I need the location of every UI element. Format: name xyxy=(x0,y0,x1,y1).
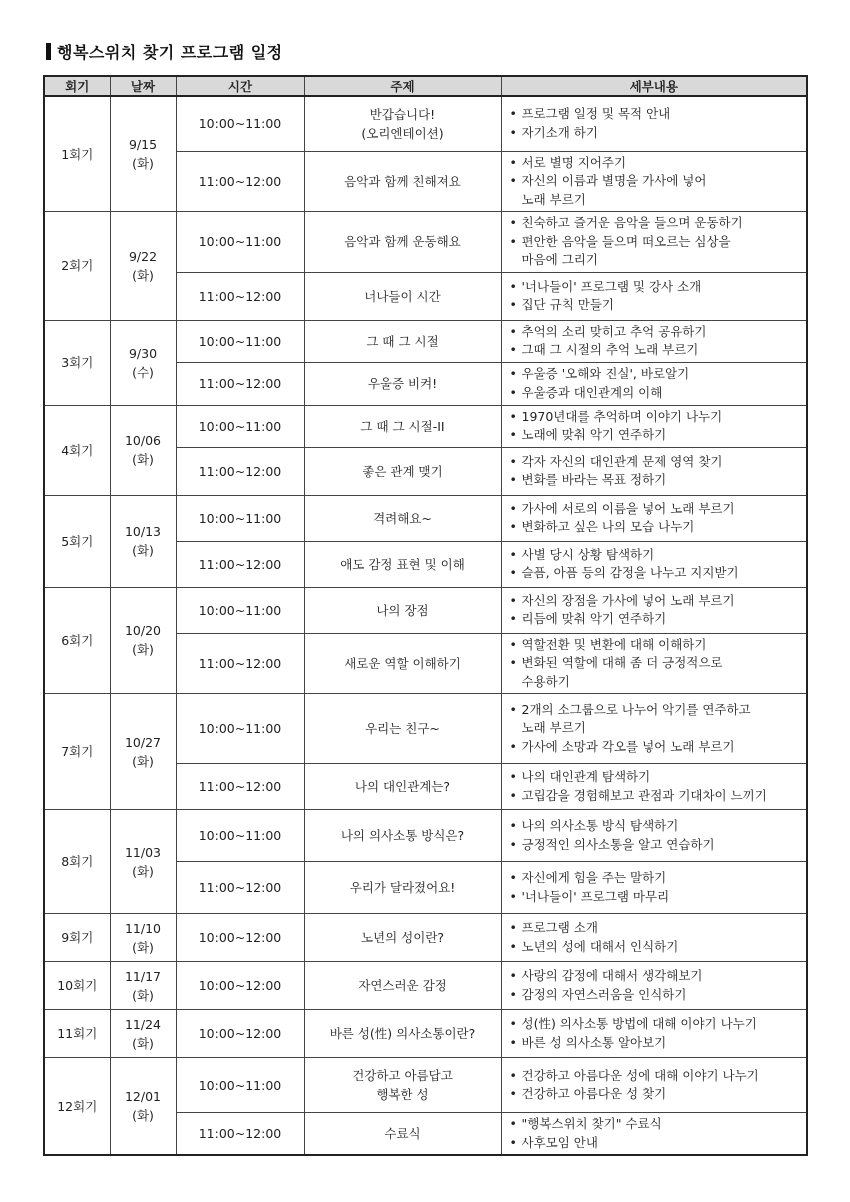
table-row xyxy=(44,212,807,273)
session-details xyxy=(501,914,807,962)
details-list xyxy=(510,154,803,210)
session-topic: 노년의 성이란? xyxy=(304,914,501,962)
session-time: 10:00~12:00 xyxy=(176,962,304,1010)
session-date: 9/15 (화) xyxy=(110,96,176,212)
details-list xyxy=(510,919,803,956)
session-time: 10:00~11:00 xyxy=(176,320,304,362)
details-list xyxy=(510,500,803,537)
table-row xyxy=(44,962,807,1010)
header-details: 세부내용 xyxy=(501,76,807,96)
header-topic: 주제 xyxy=(304,76,501,96)
details-list xyxy=(510,636,803,692)
page-title-text: 행복스위치 찾기 프로그램 일정 xyxy=(57,42,283,62)
details-list xyxy=(510,546,803,583)
detail-item: • 가사에 소망과 각오를 넣어 노래 부르기 xyxy=(510,738,803,757)
detail-item: • 변화하고 싶은 나의 모습 나누기 xyxy=(510,518,803,537)
session-time: 11:00~12:00 xyxy=(176,1113,304,1156)
details-list xyxy=(510,323,803,360)
table-row xyxy=(44,914,807,962)
session-details xyxy=(501,320,807,362)
details-list xyxy=(510,592,803,629)
table-row xyxy=(44,405,807,447)
table-row xyxy=(44,495,807,541)
session-date: 11/24 (화) xyxy=(110,1010,176,1058)
details-list xyxy=(510,701,803,757)
detail-item: • 성(性) 의사소통 방법에 대해 이야기 나누기 xyxy=(510,1015,803,1034)
detail-item: • 2개의 소그룹으로 나누어 악기를 연주하고 노래 부르기 xyxy=(510,701,803,738)
details-list xyxy=(510,278,803,315)
session-date: 12/01 (화) xyxy=(110,1058,176,1156)
session-details xyxy=(501,862,807,914)
session-number: 5회기 xyxy=(44,495,110,587)
details-list xyxy=(510,365,803,402)
session-time: 10:00~11:00 xyxy=(176,694,304,764)
session-topic: 반갑습니다! (오리엔테이션) xyxy=(304,96,501,151)
session-number: 6회기 xyxy=(44,587,110,694)
details-list xyxy=(510,1015,803,1052)
detail-item: • "행복스위치 찾기" 수료식 xyxy=(510,1115,803,1134)
session-time: 11:00~12:00 xyxy=(176,862,304,914)
session-time: 11:00~12:00 xyxy=(176,764,304,810)
detail-item: • 나의 대인관계 탐색하기 xyxy=(510,768,803,787)
session-details xyxy=(501,541,807,587)
session-number: 1회기 xyxy=(44,96,110,212)
session-topic: 그 때 그 시절 xyxy=(304,320,501,362)
detail-item: • 노년의 성에 대해서 인식하기 xyxy=(510,938,803,957)
table-row xyxy=(44,320,807,362)
session-topic: 나의 대인관계는? xyxy=(304,764,501,810)
session-details xyxy=(501,405,807,447)
detail-item: • 자신에게 힘을 주는 말하기 xyxy=(510,869,803,888)
detail-item: • 바른 성 의사소통 알아보기 xyxy=(510,1034,803,1053)
table-row xyxy=(44,694,807,764)
session-date: 9/22 (화) xyxy=(110,212,176,321)
session-topic: 나의 의사소통 방식은? xyxy=(304,810,501,862)
detail-item: • 슬픔, 아픔 등의 감정을 나누고 지지받기 xyxy=(510,564,803,583)
session-topic: 우울증 비켜! xyxy=(304,362,501,405)
detail-item: • 가사에 서로의 이름을 넣어 노래 부르기 xyxy=(510,500,803,519)
session-time: 11:00~12:00 xyxy=(176,151,304,212)
detail-item: • 각자 자신의 대인관계 문제 영역 찾기 xyxy=(510,453,803,472)
details-list xyxy=(510,1067,803,1104)
session-details xyxy=(501,362,807,405)
session-time: 10:00~11:00 xyxy=(176,96,304,151)
session-number: 12회기 xyxy=(44,1058,110,1156)
header-time: 시간 xyxy=(176,76,304,96)
table-row xyxy=(44,96,807,151)
session-time: 10:00~11:00 xyxy=(176,1058,304,1113)
detail-item: • 추억의 소리 맞히고 추억 공유하기 xyxy=(510,323,803,342)
detail-item: • 변화를 바라는 목표 정하기 xyxy=(510,471,803,490)
session-topic: 음악과 함께 친해져요 xyxy=(304,151,501,212)
detail-item: • 변화된 역할에 대해 좀 더 긍정적으로 수용하기 xyxy=(510,654,803,691)
session-date: 10/20 (화) xyxy=(110,587,176,694)
session-date: 11/03 (화) xyxy=(110,810,176,914)
detail-item: • 사별 당시 상황 탐색하기 xyxy=(510,546,803,565)
schedule-table xyxy=(43,75,808,1156)
session-details xyxy=(501,633,807,694)
detail-item: • 리듬에 맞춰 악기 연주하기 xyxy=(510,610,803,629)
session-topic: 우리가 달라졌어요! xyxy=(304,862,501,914)
detail-item: • 우울증 '오해와 진실', 바로알기 xyxy=(510,365,803,384)
session-date: 11/10 (화) xyxy=(110,914,176,962)
detail-item: • 자신의 이름과 별명을 가사에 넣어 노래 부르기 xyxy=(510,172,803,209)
session-details xyxy=(501,151,807,212)
session-number: 7회기 xyxy=(44,694,110,810)
session-time: 11:00~12:00 xyxy=(176,362,304,405)
detail-item: • 서로 별명 지어주기 xyxy=(510,154,803,173)
detail-item: • 사랑의 감정에 대해서 생각해보기 xyxy=(510,967,803,986)
session-date: 10/06 (화) xyxy=(110,405,176,495)
session-topic: 수료식 xyxy=(304,1113,501,1156)
title-bar-marker xyxy=(46,43,51,60)
session-number: 9회기 xyxy=(44,914,110,962)
detail-item: • '너나들이' 프로그램 및 강사 소개 xyxy=(510,278,803,297)
detail-item: • 긍정적인 의사소통을 알고 연습하기 xyxy=(510,836,803,855)
session-time: 10:00~11:00 xyxy=(176,405,304,447)
session-details xyxy=(501,212,807,273)
session-details xyxy=(501,447,807,495)
session-date: 10/27 (화) xyxy=(110,694,176,810)
details-list xyxy=(510,768,803,805)
header-row xyxy=(44,76,807,96)
session-number: 3회기 xyxy=(44,320,110,405)
details-list xyxy=(510,1115,803,1152)
session-date: 9/30 (수) xyxy=(110,320,176,405)
detail-item: • 프로그램 일정 및 목적 안내 xyxy=(510,105,803,124)
detail-item: • 건강하고 아름다운 성에 대해 이야기 나누기 xyxy=(510,1067,803,1086)
session-topic: 음악과 함께 운동해요 xyxy=(304,212,501,273)
session-time: 10:00~11:00 xyxy=(176,810,304,862)
session-time: 10:00~11:00 xyxy=(176,587,304,633)
details-list xyxy=(510,869,803,906)
session-topic: 애도 감정 표현 및 이해 xyxy=(304,541,501,587)
session-topic: 새로운 역할 이해하기 xyxy=(304,633,501,694)
detail-item: • 역할전환 및 변환에 대해 이해하기 xyxy=(510,636,803,655)
session-topic: 바른 성(性) 의사소통이란? xyxy=(304,1010,501,1058)
table-row xyxy=(44,810,807,862)
session-number: 11회기 xyxy=(44,1010,110,1058)
detail-item: • 우울증과 대인관계의 이해 xyxy=(510,384,803,403)
header-session: 회기 xyxy=(44,76,110,96)
details-list xyxy=(510,817,803,854)
schedule-body xyxy=(44,96,807,1155)
detail-item: • 감정의 자연스러움을 인식하기 xyxy=(510,986,803,1005)
detail-item: • 노래에 맞춰 악기 연주하기 xyxy=(510,426,803,445)
session-topic: 자연스러운 감정 xyxy=(304,962,501,1010)
table-row xyxy=(44,1010,807,1058)
session-details xyxy=(501,764,807,810)
table-row xyxy=(44,587,807,633)
session-time: 11:00~12:00 xyxy=(176,447,304,495)
details-list xyxy=(510,453,803,490)
detail-item: • 건강하고 아름다운 성 찾기 xyxy=(510,1085,803,1104)
detail-item: • 나의 의사소통 방식 탐색하기 xyxy=(510,817,803,836)
session-topic: 좋은 관계 맺기 xyxy=(304,447,501,495)
session-topic: 우리는 친구~ xyxy=(304,694,501,764)
session-details xyxy=(501,962,807,1010)
detail-item: • '너나들이' 프로그램 마무리 xyxy=(510,888,803,907)
session-details xyxy=(501,1058,807,1113)
session-details xyxy=(501,587,807,633)
session-time: 11:00~12:00 xyxy=(176,633,304,694)
detail-item: • 그때 그 시절의 추억 노래 부르기 xyxy=(510,341,803,360)
session-details xyxy=(501,694,807,764)
session-number: 10회기 xyxy=(44,962,110,1010)
session-time: 10:00~11:00 xyxy=(176,212,304,273)
detail-item: • 고립감을 경험해보고 관점과 기대차이 느끼기 xyxy=(510,787,803,806)
session-time: 11:00~12:00 xyxy=(176,541,304,587)
session-topic: 격려해요~ xyxy=(304,495,501,541)
detail-item: • 친숙하고 즐거운 음악을 들으며 운동하기 xyxy=(510,214,803,233)
session-time: 11:00~12:00 xyxy=(176,272,304,320)
session-time: 10:00~11:00 xyxy=(176,495,304,541)
header-date: 날짜 xyxy=(110,76,176,96)
session-topic: 나의 장점 xyxy=(304,587,501,633)
details-list xyxy=(510,408,803,445)
detail-item: • 자기소개 하기 xyxy=(510,124,803,143)
session-topic: 너나들이 시간 xyxy=(304,272,501,320)
session-time: 10:00~12:00 xyxy=(176,914,304,962)
page-title xyxy=(46,38,283,64)
details-list xyxy=(510,967,803,1004)
session-number: 4회기 xyxy=(44,405,110,495)
detail-item: • 1970년대를 추억하며 이야기 나누기 xyxy=(510,408,803,427)
detail-item: • 사후모임 안내 xyxy=(510,1134,803,1153)
session-details xyxy=(501,1010,807,1058)
session-number: 2회기 xyxy=(44,212,110,321)
details-list xyxy=(510,214,803,270)
detail-item: • 프로그램 소개 xyxy=(510,919,803,938)
detail-item: • 편안한 음악을 들으며 떠오르는 심상을 마음에 그리기 xyxy=(510,233,803,270)
session-details xyxy=(501,495,807,541)
session-details xyxy=(501,810,807,862)
session-topic: 건강하고 아름답고 행복한 성 xyxy=(304,1058,501,1113)
session-date: 10/13 (화) xyxy=(110,495,176,587)
detail-item: • 집단 규칙 만들기 xyxy=(510,296,803,315)
table-row xyxy=(44,1058,807,1113)
detail-item: • 자신의 장점을 가사에 넣어 노래 부르기 xyxy=(510,592,803,611)
session-details xyxy=(501,96,807,151)
session-date: 11/17 (화) xyxy=(110,962,176,1010)
session-details xyxy=(501,1113,807,1156)
details-list xyxy=(510,105,803,142)
session-time: 10:00~12:00 xyxy=(176,1010,304,1058)
session-number: 8회기 xyxy=(44,810,110,914)
session-topic: 그 때 그 시절-II xyxy=(304,405,501,447)
session-details xyxy=(501,272,807,320)
